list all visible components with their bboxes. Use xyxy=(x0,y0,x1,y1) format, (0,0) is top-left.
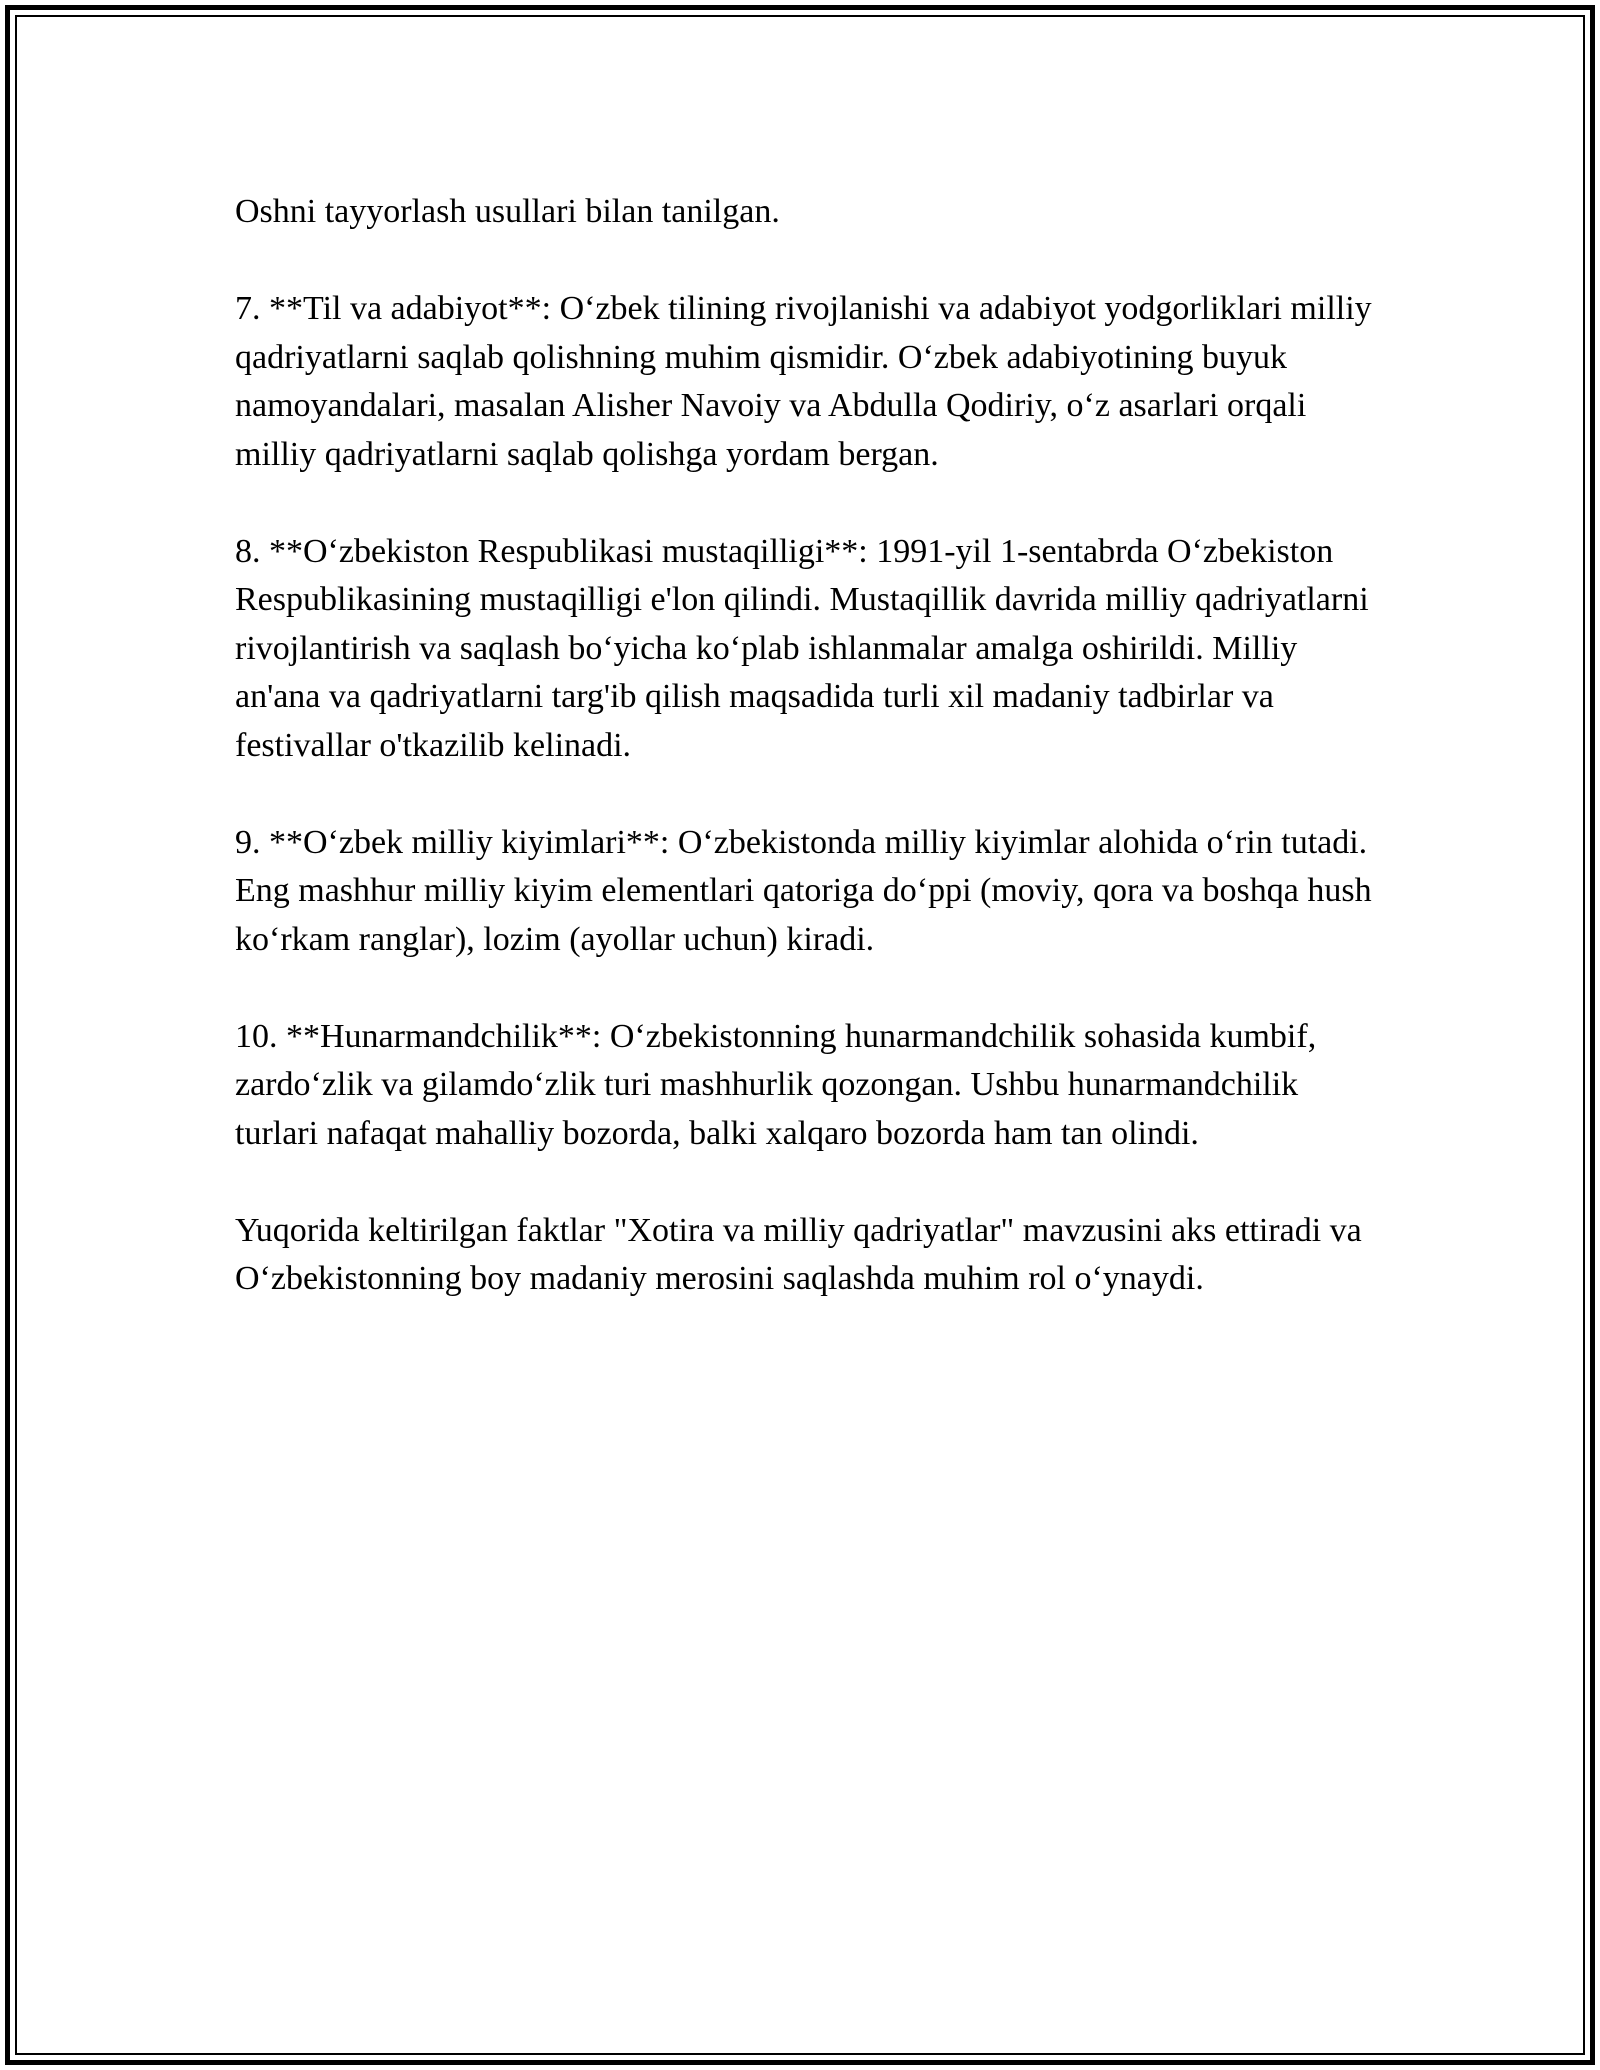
paragraph-conclusion: Yuqorida keltirilgan faktlar "Xotira va milliy qadriyatlar" mavzusini aks ettiradi va O‘zbekistonning boy madaniy merosini saqlashda muhim rol o‘ynaydi. xyxy=(235,1211,1362,1297)
paragraph-intro: Oshni tayyorlash usullari bilan tanilgan. xyxy=(235,193,780,230)
paragraph-hunarmandchilik: 10. **Hunarmandchilik**: O‘zbekistonning hunarmandchilik sohasida kumbif, zardo‘zlik va gilamdo‘zlik turi mashhurlik qozongan. Ushbu hunarmandchilik turlari nafaqat mahalliy bozorda, balki xalqaro bozorda ham tan olindi. xyxy=(235,1017,1317,1152)
paragraph-mustaqillik: 8. **O‘zbekiston Respublikasi mustaqilligi**: 1991-yil 1-sentabrda O‘zbekiston Respublikasining mustaqilligi e'lon qilindi. Mustaqillik davrida milliy qadriyatlarni rivojlantirish va saqlash bo‘yicha ko‘plab ishlanmalar amalga oshirildi. Milliy an'ana va qadriyatlarni targ'ib qilish maqsadida turli xil madaniy tadbirlar va festivallar o'tkazilib kelinadi. xyxy=(235,532,1369,764)
paragraph-milliy-kiyimlar: 9. **O‘zbek milliy kiyimlari**: O‘zbekistonda milliy kiyimlar alohida o‘rin tutadi. Eng mashhur milliy kiyim elementlari qatoriga do‘ppi (moviy, qora va boshqa hush ko‘rkam ranglar), lozim (ayollar uchun) kiradi. xyxy=(235,823,1372,958)
document-body xyxy=(235,188,1375,1352)
paragraph-til-va-adabiyot: 7. **Til va adabiyot**: O‘zbek tilining rivojlanishi va adabiyot yodgorliklari milliy qadriyatlarni saqlab qolishning muhim qismidir. O‘zbek adabiyotining buyuk namoyandalari, masalan Alisher Navoiy va Abdulla Qodiriy, o‘z asarlari orqali milliy qadriyatlarni saqlab qolishga yordam bergan. xyxy=(235,290,1372,473)
